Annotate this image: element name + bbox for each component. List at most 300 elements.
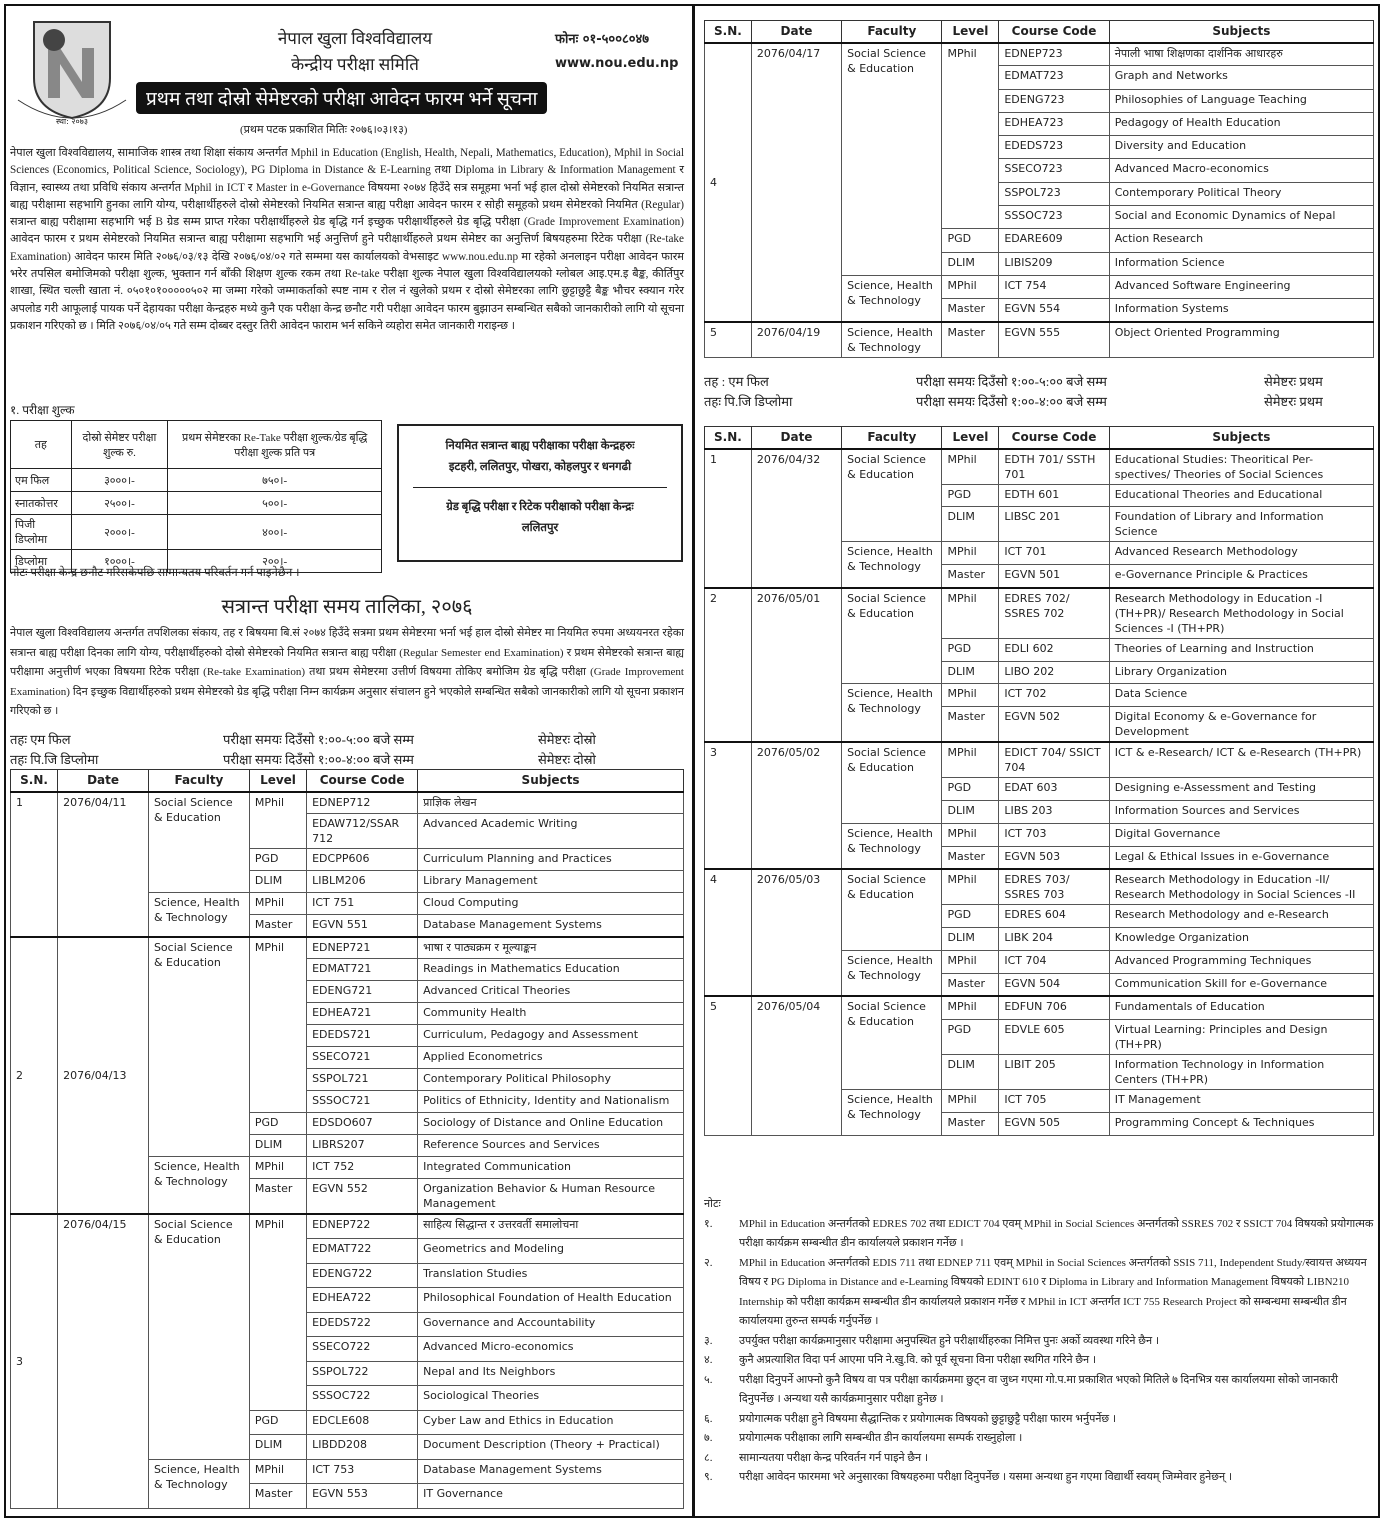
note-number: १. xyxy=(704,1217,713,1230)
table-row xyxy=(705,43,1374,66)
subject: Action Research xyxy=(1109,229,1373,252)
course-code: EDSDO607 xyxy=(307,1113,418,1135)
subject: ICT & e-Research/ ICT & e-Research (TH+PR) xyxy=(1109,742,1373,778)
course-code: EGVN 555 xyxy=(999,322,1109,358)
course-code: EDNEP721 xyxy=(307,937,418,959)
course-code: LIBS 203 xyxy=(999,801,1109,824)
subject: Database Management Systems xyxy=(418,1459,684,1484)
subject: Foundation of Library and Information Science xyxy=(1109,507,1373,542)
meta-semester: सेमेष्टरः प्रथम xyxy=(1264,374,1323,389)
subject: Philosophical Foundation of Health Education xyxy=(418,1288,684,1313)
serial-number: 4 xyxy=(705,43,752,323)
level: PGD xyxy=(942,638,999,661)
level: PGD xyxy=(942,905,999,928)
faculty-name: Science, Health & Technology xyxy=(842,684,942,742)
level: DLIM xyxy=(249,1435,306,1460)
retake-centre-label: ग्रेड बृद्धि परीक्षा र रिटेक परीक्षाको परीक्षा केन्द्रः xyxy=(446,501,634,513)
subject: Designing e-Assessment and Testing xyxy=(1109,778,1373,801)
level: Master xyxy=(249,915,306,937)
meta-level: तहः एम फिल xyxy=(10,732,71,747)
course-code: EDENG723 xyxy=(999,89,1109,112)
column-header: Course Code xyxy=(999,21,1109,43)
column-header: Faculty xyxy=(148,770,249,792)
subject: Advanced Micro-economics xyxy=(418,1337,684,1362)
subject: Theories of Learning and Instruction xyxy=(1109,638,1373,661)
meta-semester: सेमेष्टरः दोस्रो xyxy=(538,732,596,747)
exam-date: 2076/04/32 xyxy=(751,449,841,588)
exam-date: 2076/04/17 xyxy=(751,43,841,323)
course-code: LIBIT 205 xyxy=(999,1054,1109,1089)
intro-paragraph: नेपाल खुला विश्वविद्यालय, सामाजिक शास्त्र तथा शिक्षा संकाय अन्तर्गत Mphil in Education (English, Health, Nepali, Mathematics, Education), Mphil in Social Sciences (Economics, Political Science, Sociology), PG Diploma in Distance & E-Learning तथा Diploma in Library & Information Management र विज्ञान, स्वास्थ्य तथा प्रविधि संकाय अन्तर्गत Mphil in ICT र Master in e-Governance विषयमा २०७४ हिउँदे सत्र समूहमा भर्ना भई हाल दोस्रो सेमेष्टरको नियमित सत्रान्त बाह्य परीक्षामा सहभागि हुनका लागि योग्य, परीक्षार्थीहरुले दोस्रो सेमेष्टरको नियमित सत्रान्त बाह्य परीक्षा आवेदन फारम र सोही समूहको प्रथम सेमेष्टरको नियमित (Regular) सत्रान्त बाह्य परीक्षामा सहभागि भई B ग्रेड सम्म प्राप्त गरेका परीक्षार्थीहरुले ग्रेड बृद्धि गर्न इच्छुक परीक्षार्थीहरुले ग्रेड बृद्धि परीक्षा (Grade Improvement Examination) आवेदन फारम र प्रथम सेमेष्टरको नियमित सत्रान्त बाह्य परीक्षामा सहभागि भई अनुत्तिर्ण हुने परीक्षार्थीहरुले प्रथम सेमेष्टर का अनुत्तिर्ण बिषयहरुमा रिटेक परीक्षा (Re-take Examination) आवेदन फारम मिति २०७६/०३/१३ देखि २०७६/०४/०२ गते सम्ममा यस कार्यालयको वेभसाइट www.nou.edu.np मा रहेको अनलाइन परीक्षा आवेदन फारम भरेर तपसिल बमोजिमको परीक्षा शुल्क, भुक्तान गर्न बाँकी शिक्षण शुल्क रकम तथा Re-take परीक्षा शुल्क नेपाल खुला विश्वविद्यालयको ग्लोबल आइ.एम.इ बैङ्क, कीर्तिपुर शाखा, स्थित चल्ती खाता नं. ०५०१०१०००००५०२ मा जम्मा गरेको जम्माकर्ताको स्पष्ट नाम र रोल नं खुलेको प्रथम र दोस्रो सेमेष्टरका लागि छुट्टाछुट्टै बैङ्क भौचर स्क्यान गरेर अपलोड गरी आफूलाई पायक पर्ने देहायका परीक्षा केन्द्रहरु मध्ये कुनै एक परीक्षा केन्द्र छनौट गरी परीक्षा आवेदन फारम बुझाउन सम्बन्धित सबैको जानकारीको लागि यो सूचना प्रकाशन गरिएको छ । मिति २०७६/०४/०५ गते सम्म दोब्बर दस्तुर तिरी आवेदन फाराम भर्न सकिने व्यहोरा समेत जानकारी गराइन्छ । xyxy=(10,147,684,332)
university-logo-icon xyxy=(12,18,132,126)
subject: Advanced Research Methodology xyxy=(1109,542,1373,565)
note-text: MPhil in Education अन्तर्गतको EDIS 711 तथा EDNEP 711 एवम् MPhil in Social Sciences अन्तर्गतको SSIS 711, Independent Study/स्वायत्त अध्ययन विषय र PG Diploma in Distance and e-Learning विषयको EDINT 610 र Diploma in Library and Information Management विषयको LIBN210 Internship को परीक्षा कार्यक्रम सम्बन्धीत डीन कार्यालयले प्रकाशन गर्नेछ र MPhil in ICT अन्तर्गत ICT 755 Research Project को सम्बन्धमा सम्बन्धीत डीन कार्यालयमा तुरुन्त सम्पर्क गर्नुपर्नेछ । xyxy=(739,1256,1367,1327)
first-sem-meta xyxy=(704,372,1374,412)
course-code: EDICT 704/ SSICT 704 xyxy=(999,742,1109,778)
regular-centres-label: नियमित सत्रान्त बाह्य परीक्षाका परीक्षा केन्द्रहरुः xyxy=(445,440,635,452)
subject: प्राज्ञिक लेखन xyxy=(418,792,684,814)
faculty-name: Social Science & Education xyxy=(148,937,249,1157)
course-code: EDNEP722 xyxy=(307,1214,418,1239)
course-code: EDNEP712 xyxy=(307,792,418,814)
level: Master xyxy=(249,1179,306,1215)
faculty-name: Social Science & Education xyxy=(842,588,942,684)
level: DLIM xyxy=(942,661,999,684)
subject: Nepal and Its Neighbors xyxy=(418,1361,684,1386)
level: Master xyxy=(942,707,999,743)
subject: Pedagogy of Health Education xyxy=(1109,112,1373,135)
subject: Digital Governance xyxy=(1109,824,1373,847)
course-code: SSECO723 xyxy=(999,159,1109,182)
level: MPhil xyxy=(942,275,999,298)
course-code: EDAW712/SSAR 712 xyxy=(307,814,418,849)
note-text: परीक्षा आवेदन फारममा भरे अनुसारका विषयहरुमा परीक्षा दिनुपर्नेछ । यसमा अन्यथा हुन गएमा विद्यार्थी स्वयम् जिम्मेवार हुनेछन् । xyxy=(739,1471,1232,1483)
centres-divider xyxy=(413,487,667,488)
level: DLIM xyxy=(942,252,999,275)
note-text: प्रयोगात्मक परीक्षाका लागि सम्बन्धीत डीन कार्यालयमा सम्पर्क राख्नुहोला । xyxy=(739,1432,1023,1444)
subject: Contemporary Political Theory xyxy=(1109,182,1373,205)
faculty-name: Science, Health & Technology xyxy=(842,542,942,588)
level: Master xyxy=(942,847,999,870)
level: MPhil xyxy=(942,869,999,905)
second-sem-table-right xyxy=(704,20,1374,358)
subject: Graph and Networks xyxy=(1109,66,1373,89)
subject: IT Management xyxy=(1109,1089,1373,1112)
note-number: ८. xyxy=(704,1451,713,1464)
subject: Contemporary Political Philosophy xyxy=(418,1069,684,1091)
serial-number: 3 xyxy=(11,1214,58,1508)
course-code: EDNEP723 xyxy=(999,43,1109,66)
notes-section xyxy=(704,1195,1374,1488)
exam-date: 2076/04/15 xyxy=(58,1214,149,1508)
course-code: SSSOC721 xyxy=(307,1091,418,1113)
faculty-name: Social Science & Education xyxy=(842,43,942,276)
table-row xyxy=(705,588,1374,639)
course-code: ICT 702 xyxy=(999,684,1109,707)
level: MPhil xyxy=(942,684,999,707)
note-item xyxy=(704,1410,1374,1430)
subject: Document Description (Theory + Practical) xyxy=(418,1435,684,1460)
course-code: EGVN 551 xyxy=(307,915,418,937)
notes-heading: नोटः xyxy=(704,1198,721,1210)
subject: Data Science xyxy=(1109,684,1373,707)
course-code: EDCPP606 xyxy=(307,849,418,871)
fee-note: नोटः परीक्षा केन्द्र छनौट गरिसकेपछि सामान्यतय परिवर्तन गर्न पाइनेछैन । xyxy=(10,567,300,579)
course-code: EDRES 604 xyxy=(999,905,1109,928)
course-code: EGVN 502 xyxy=(999,707,1109,743)
course-code: EGVN 553 xyxy=(307,1484,418,1509)
retake-centre-value: ललितपुर xyxy=(521,522,559,534)
level: MPhil xyxy=(249,1459,306,1484)
course-code: EGVN 505 xyxy=(999,1112,1109,1135)
subject: Translation Studies xyxy=(418,1263,684,1288)
serial-number: 2 xyxy=(11,937,58,1215)
faculty-name: Social Science & Education xyxy=(842,449,942,542)
subject: Curriculum, Pedagogy and Assessment xyxy=(418,1025,684,1047)
course-code: EDEDS721 xyxy=(307,1025,418,1047)
note-text: उपर्युक्त परीक्षा कार्यक्रमानुसार परीक्षामा अनुपस्थित हुने परीक्षार्थीहरुका निमित्त पुनः अर्को व्यवस्था गरिने छैन । xyxy=(739,1334,1160,1347)
faculty-name: Social Science & Education xyxy=(148,792,249,893)
faculty-name: Social Science & Education xyxy=(842,996,942,1089)
note-text: सामान्यतया परीक्षा केन्द्र परिवर्तन गर्न पाइने छैन । xyxy=(739,1451,929,1464)
subject: Digital Economy & e-Governance for Development xyxy=(1109,707,1373,743)
subject: Legal & Ethical Issues in e-Governance xyxy=(1109,847,1373,870)
column-header: Subjects xyxy=(418,770,684,792)
course-code: ICT 705 xyxy=(999,1089,1109,1112)
fee-row xyxy=(11,492,382,515)
timetable-intro: नेपाल खुला विश्वविद्यालय अन्तर्गत तपशिलका संकाय, तह र बिषयमा बि.सं २०७४ हिउँदे सत्रमा प्रथम सेमेष्टरमा भर्ना भई हाल दोस्रो सेमेष्टर मा नियमित रुपमा अध्ययनरत रहेका सत्रान्त बाह्य परीक्षा दिनका लागि योग्य, परीक्षार्थीहरुको दोस्रो सेमेष्टरको नियमित सत्रान्त बाह्य परीक्षा (Regular Semester end Examination) र प्रथम सेमेष्टरको सत्रान्त बाह्य परीक्षामा अनुत्तीर्ण भएका विषयमा रिटेक परीक्षा (Re-take Examination) तथा प्रथम सेमेष्टरमा उत्तीर्ण विषयमा तोकिए बमोजिम ग्रेड बृद्धि परीक्षा (Grade Improvement Examination) दिन इच्छुक विद्यार्थीहरुको प्रथम सेमेष्टरको ग्रेड बृद्धि परीक्षा निम्न कार्यक्रम अनुसार संचालन हुने भएकोले सम्बन्धित सबैको जानकारीको लागि यो सूचना प्रकाशन गरिएको छ । xyxy=(10,627,684,717)
fee-col-retake: प्रथम सेमेष्टरका Re-Take परीक्षा शुल्क/ग्रेड बृद्धि परीक्षा शुल्क प्रति पत्र xyxy=(168,421,382,469)
serial-number: 5 xyxy=(705,322,752,358)
subject: नेपाली भाषा शिक्षणका दार्शनिक आधारहरु xyxy=(1109,43,1373,66)
level: PGD xyxy=(249,1410,306,1435)
note-number: ९. xyxy=(704,1471,713,1483)
exam-date: 2076/05/01 xyxy=(751,588,841,743)
subject: Research Methodology in Education -II/ Research Methodology in Social Sciences -II xyxy=(1109,869,1373,905)
note-item xyxy=(704,1332,1374,1352)
note-number: ७. xyxy=(704,1432,713,1444)
level: MPhil xyxy=(942,1089,999,1112)
fee-heading: १. परीक्षा शुल्क xyxy=(10,403,75,417)
meta-semester: सेमेष्टरः प्रथम xyxy=(1264,394,1323,409)
level: MPhil xyxy=(249,1214,306,1410)
meta-time: परीक्षा समयः दिउँसो १:००-५:०० बजे सम्म xyxy=(916,374,1107,389)
column-header: S.N. xyxy=(705,21,752,43)
level: MPhil xyxy=(942,588,999,639)
note-number: ५. xyxy=(704,1373,713,1386)
subject: Virtual Learning: Principles and Design (TH+PR) xyxy=(1109,1019,1373,1054)
serial-number: 2 xyxy=(705,588,752,743)
exam-centres-box xyxy=(397,424,683,562)
note-text: प्रयोगात्मक परीक्षा हुने विषयमा सैद्धान्तिक र प्रयोगात्मक विषयको छुट्टाछुट्टै परीक्षा फारम भर्नुपर्नेछ । xyxy=(739,1412,1117,1425)
course-code: LIBIS209 xyxy=(999,252,1109,275)
course-code: SSPOL723 xyxy=(999,182,1109,205)
level: DLIM xyxy=(249,1135,306,1157)
column-header: Subjects xyxy=(1109,427,1373,449)
subject: Research Methodology in Education -I (TH+PR)/ Research Methodology in Social Sciences -I (TH+PR) xyxy=(1109,588,1373,639)
exam-date: 2076/04/11 xyxy=(58,792,149,937)
level: MPhil xyxy=(942,996,999,1019)
subject: साहित्य सिद्धान्त र उत्तरवर्ती समालोचना xyxy=(418,1214,684,1239)
level: MPhil xyxy=(942,824,999,847)
faculty-name: Science, Health & Technology xyxy=(148,1157,249,1215)
faculty-name: Science, Health & Technology xyxy=(148,893,249,937)
level: PGD xyxy=(942,778,999,801)
course-code: EDHEA721 xyxy=(307,1003,418,1025)
subject: Philosophies of Language Teaching xyxy=(1109,89,1373,112)
course-code: LIBDD208 xyxy=(307,1435,418,1460)
note-number: ४. xyxy=(704,1354,713,1366)
subject: Geometrics and Modeling xyxy=(418,1239,684,1264)
serial-number: 5 xyxy=(705,996,752,1135)
column-header: Date xyxy=(58,770,149,792)
meta-semester: सेमेष्टरः दोस्रो xyxy=(538,752,596,767)
note-item xyxy=(704,1351,1374,1371)
subject: Politics of Ethnicity, Identity and Nationalism xyxy=(418,1091,684,1113)
subject: Database Management Systems xyxy=(418,915,684,937)
note-item xyxy=(704,1429,1374,1449)
course-code: EGVN 504 xyxy=(999,974,1109,997)
subject: Governance and Accountability xyxy=(418,1312,684,1337)
faculty-name: Science, Health & Technology xyxy=(842,824,942,870)
level: PGD xyxy=(942,229,999,252)
subject: Social and Economic Dynamics of Nepal xyxy=(1109,206,1373,229)
phone-number: फोनः ०१-५००८०४७ xyxy=(555,32,649,47)
level: Master xyxy=(249,1484,306,1509)
course-code: ICT 752 xyxy=(307,1157,418,1179)
level: MPhil xyxy=(942,542,999,565)
subject: IT Governance xyxy=(418,1484,684,1509)
meta-level: तहः पि.जि डिप्लोमा xyxy=(704,394,793,409)
subject: Curriculum Planning and Practices xyxy=(418,849,684,871)
fee-cell: ४००।- xyxy=(168,515,382,550)
column-header: Date xyxy=(751,427,841,449)
course-code: EDEDS723 xyxy=(999,136,1109,159)
level: MPhil xyxy=(942,449,999,485)
fee-cell: २०००।- xyxy=(71,515,168,550)
subject: Advanced Academic Writing xyxy=(418,814,684,849)
course-code: EDARE609 xyxy=(999,229,1109,252)
table-row xyxy=(705,996,1374,1019)
subject: Advanced Software Engineering xyxy=(1109,275,1373,298)
subject: Research Methodology and e-Research xyxy=(1109,905,1373,928)
serial-number: 3 xyxy=(705,742,752,869)
course-code: EGVN 554 xyxy=(999,299,1109,322)
course-code: LIBLM206 xyxy=(307,871,418,893)
level: Master xyxy=(942,565,999,588)
exam-date: 2076/05/02 xyxy=(751,742,841,869)
course-code: ICT 753 xyxy=(307,1459,418,1484)
column-header: Course Code xyxy=(999,427,1109,449)
notice-title: प्रथम तथा दोस्रो सेमेष्टरको परीक्षा आवेदन फारम भर्ने सूचना xyxy=(136,82,547,114)
column-header: Course Code xyxy=(307,770,418,792)
fee-cell: डिप्लोमा xyxy=(11,550,72,573)
note-item xyxy=(704,1449,1374,1469)
course-code: LIBSC 201 xyxy=(999,507,1109,542)
table-row xyxy=(705,742,1374,778)
course-code: EDRES 703/ SSRES 703 xyxy=(999,869,1109,905)
note-text: परीक्षा दिनुपर्ने आफ्नो कुनै विषय वा पत्र परीक्षा कार्यक्रममा छुट्न वा जुध्न गएमा गो.प.मा प्रकाशित भएको मितिले ७ दिनभित्र यस कार्यालयमा सोको जानकारी दिनुपर्नेछ । अन्यथा यसै कार्यक्रमानुसार परीक्षा हुनेछ । xyxy=(739,1373,1338,1405)
course-code: EDHEA722 xyxy=(307,1288,418,1313)
note-number: ६. xyxy=(704,1412,713,1425)
fee-col-second-sem: दोस्रो सेमेष्टर परीक्षा शुल्क रु. xyxy=(71,421,168,469)
column-header: Level xyxy=(249,770,306,792)
note-text: कुनै अप्रत्याशित विदा पर्न आएमा पनि ने.खु.वि. को पूर्व सूचना विना परीक्षा स्थगित गरिने छैन । xyxy=(739,1354,1097,1366)
fee-col-level: तह xyxy=(11,421,72,469)
column-header: Faculty xyxy=(842,21,942,43)
course-code: ICT 754 xyxy=(999,275,1109,298)
fee-cell: ५००।- xyxy=(168,492,382,515)
column-header: Faculty xyxy=(842,427,942,449)
course-code: SSSOC723 xyxy=(999,206,1109,229)
course-code: EDMAT722 xyxy=(307,1239,418,1264)
note-item xyxy=(704,1468,1374,1488)
level: PGD xyxy=(942,1019,999,1054)
level: PGD xyxy=(249,1113,306,1135)
subject: Cloud Computing xyxy=(418,893,684,915)
course-code: ICT 703 xyxy=(999,824,1109,847)
subject: Advanced Programming Techniques xyxy=(1109,951,1373,974)
faculty-name: Science, Health & Technology xyxy=(842,275,942,322)
faculty-name: Science, Health & Technology xyxy=(842,951,942,997)
table-header-row xyxy=(705,21,1374,43)
subject: Educational Studies: Theoritical Per-spectives/ Theories of Social Sciences xyxy=(1109,449,1373,485)
fee-row xyxy=(11,469,382,492)
meta-time: परीक्षा समयः दिउँसो १:००-५:०० बजे सम्म xyxy=(223,732,414,747)
serial-number: 1 xyxy=(705,449,752,588)
course-code: EDLI 602 xyxy=(999,638,1109,661)
subject: Cyber Law and Ethics in Education xyxy=(418,1410,684,1435)
column-header: S.N. xyxy=(11,770,58,792)
level: DLIM xyxy=(942,507,999,542)
subject: Organization Behavior & Human Resource Management xyxy=(418,1179,684,1215)
committee-name: केन्द्रीय परीक्षा समिति xyxy=(291,55,419,74)
column-header: Level xyxy=(942,427,999,449)
first-sem-table xyxy=(704,426,1374,1136)
subject: Object Oriented Programming xyxy=(1109,322,1373,358)
faculty-name: Social Science & Education xyxy=(842,742,942,823)
note-item xyxy=(704,1215,1374,1254)
faculty-name: Science, Health & Technology xyxy=(842,1089,942,1135)
regular-centres-value: इटहरी, ललितपुर, पोखरा, कोहलपुर र धनगढी xyxy=(448,461,632,473)
course-code: EDEDS722 xyxy=(307,1312,418,1337)
meta-level: तह : एम फिल xyxy=(704,374,769,389)
course-code: SSPOL722 xyxy=(307,1361,418,1386)
table-row xyxy=(11,937,684,959)
university-name: नेपाल खुला विश्वविद्यालय xyxy=(277,29,433,48)
column-divider xyxy=(692,4,695,1518)
level: DLIM xyxy=(942,801,999,824)
subject: Information Systems xyxy=(1109,299,1373,322)
website-link[interactable]: www.nou.edu.np xyxy=(555,56,679,71)
subject: Readings in Mathematics Education xyxy=(418,959,684,981)
level: MPhil xyxy=(249,937,306,1113)
serial-number: 4 xyxy=(705,869,752,996)
subject: Integrated Communication xyxy=(418,1157,684,1179)
meta-level: तहः पि.जि डिप्लोमा xyxy=(10,752,99,767)
note-item xyxy=(704,1254,1374,1332)
subject: Advanced Critical Theories xyxy=(418,981,684,1003)
subject: Communication Skill for e-Governance xyxy=(1109,974,1373,997)
note-text: MPhil in Education अन्तर्गतको EDRES 702 तथा EDICT 704 एवम् MPhil in Social Sciences अन्तर्गतको SSRES 702 र SSICT 704 विषयको प्रयोगात्मक परीक्षा कार्यक्रम सम्बन्धीत डीन कार्यालयले प्रकाशन गर्नेछ । xyxy=(739,1217,1374,1249)
course-code: EDMAT723 xyxy=(999,66,1109,89)
course-code: LIBK 204 xyxy=(999,928,1109,951)
level: PGD xyxy=(942,484,999,507)
published-date: (प्रथम पटक प्रकाशित मितिः २०७६।०३।१३) xyxy=(240,124,408,136)
level: Master xyxy=(942,1112,999,1135)
fee-cell: २००।- xyxy=(168,550,382,573)
course-code: ICT 751 xyxy=(307,893,418,915)
subject: Library Management xyxy=(418,871,684,893)
subject: Information Science xyxy=(1109,252,1373,275)
column-header: S.N. xyxy=(705,427,752,449)
table-row xyxy=(705,869,1374,905)
meta-time: परीक्षा समयः दिउँसो १:००-४:०० बजे सम्म xyxy=(916,394,1107,409)
course-code: EDMAT721 xyxy=(307,959,418,981)
course-code: EGVN 552 xyxy=(307,1179,418,1215)
level: Master xyxy=(942,299,999,322)
subject: Educational Theories and Educational xyxy=(1109,484,1373,507)
fee-cell: २५००।- xyxy=(71,492,168,515)
exam-date: 2076/04/13 xyxy=(58,937,149,1215)
subject: Advanced Macro-economics xyxy=(1109,159,1373,182)
course-code: EGVN 503 xyxy=(999,847,1109,870)
table-row xyxy=(11,792,684,814)
table-header-row xyxy=(705,427,1374,449)
course-code: EDENG721 xyxy=(307,981,418,1003)
fee-cell: १०००।- xyxy=(71,550,168,573)
column-header: Date xyxy=(751,21,841,43)
fee-cell: एम फिल xyxy=(11,469,72,492)
serial-number: 1 xyxy=(11,792,58,937)
course-code: SSSOC722 xyxy=(307,1386,418,1411)
subject: Library Organization xyxy=(1109,661,1373,684)
faculty-name: Social Science & Education xyxy=(148,1214,249,1459)
table-header-row xyxy=(11,770,684,792)
table-row xyxy=(11,1214,684,1239)
table-row xyxy=(705,449,1374,485)
course-code: SSPOL721 xyxy=(307,1069,418,1091)
subject: Diversity and Education xyxy=(1109,136,1373,159)
subject: Sociology of Distance and Online Education xyxy=(418,1113,684,1135)
course-code: EDAT 603 xyxy=(999,778,1109,801)
fee-cell: ७५०।- xyxy=(168,469,382,492)
course-code: EDVLE 605 xyxy=(999,1019,1109,1054)
course-code: EDCLE608 xyxy=(307,1410,418,1435)
course-code: EGVN 501 xyxy=(999,565,1109,588)
column-header: Level xyxy=(942,21,999,43)
course-code: EDTH 601 xyxy=(999,484,1109,507)
course-code: SSECO721 xyxy=(307,1047,418,1069)
level: Master xyxy=(942,322,999,358)
second-sem-meta xyxy=(10,730,684,770)
level: DLIM xyxy=(942,1054,999,1089)
subject: Knowledge Organization xyxy=(1109,928,1373,951)
faculty-name: Social Science & Education xyxy=(842,869,942,950)
subject: भाषा र पाठ्यक्रम र मूल्याङ्कन xyxy=(418,937,684,959)
fee-row xyxy=(11,515,382,550)
course-code: EDRES 702/ SSRES 702 xyxy=(999,588,1109,639)
course-code: LIBRS207 xyxy=(307,1135,418,1157)
subject: Reference Sources and Services xyxy=(418,1135,684,1157)
column-header: Subjects xyxy=(1109,21,1373,43)
meta-time: परीक्षा समयः दिउँसो १:००-४:०० बजे सम्म xyxy=(223,752,414,767)
fee-cell: स्नातकोत्तर xyxy=(11,492,72,515)
course-code: EDENG722 xyxy=(307,1263,418,1288)
subject: Applied Econometrics xyxy=(418,1047,684,1069)
subject: Community Health xyxy=(418,1003,684,1025)
note-number: ३. xyxy=(704,1334,713,1347)
